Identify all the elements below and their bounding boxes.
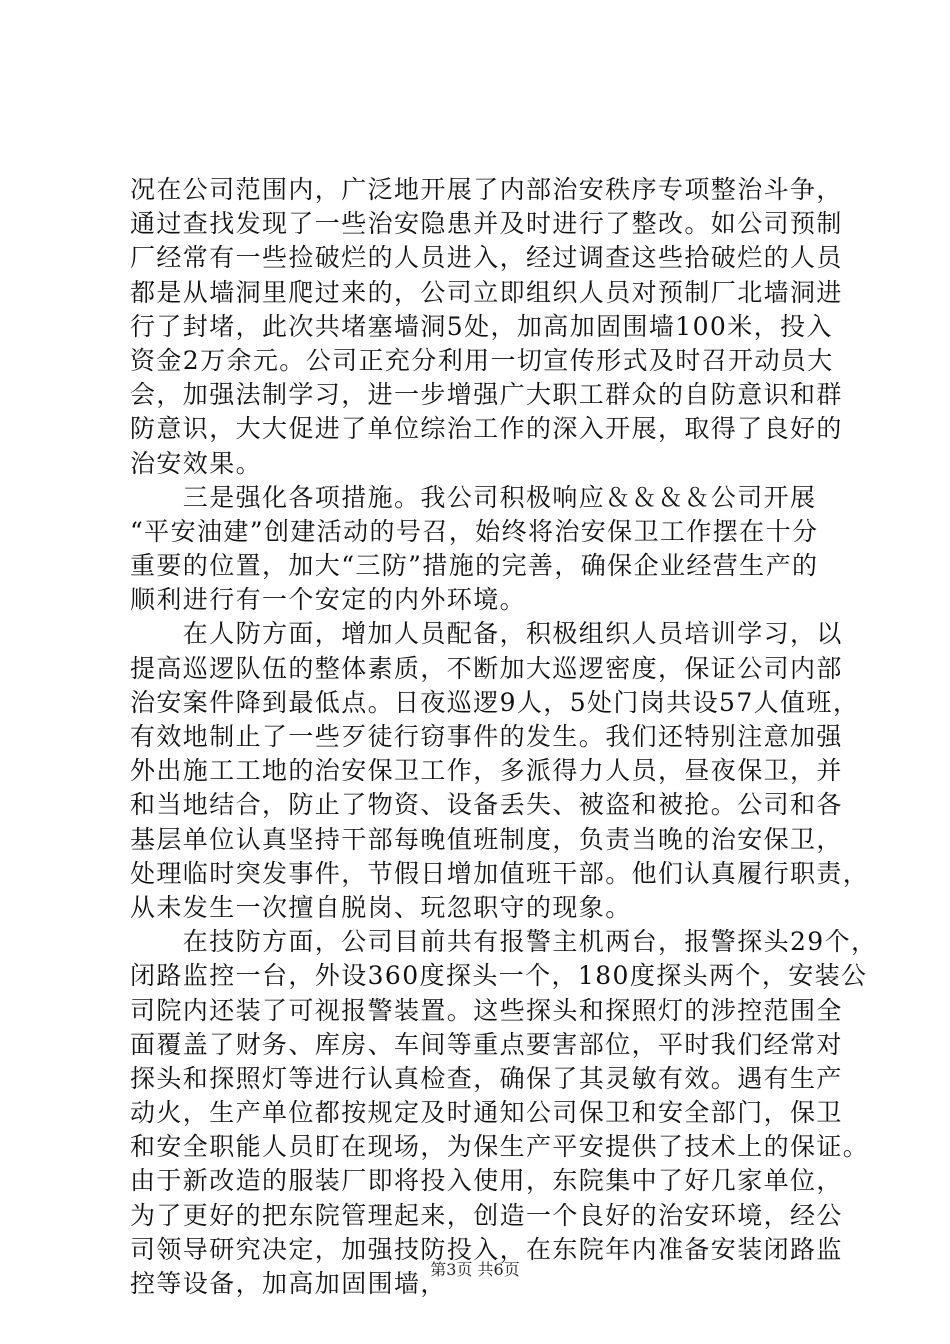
text-line: 都是从墙洞里爬过来的，公司立即组织人员对预制厂北墙洞进 [130, 277, 843, 307]
text-line: 面覆盖了财务、库房、车间等重点要害部位，平时我们经常对 [130, 1029, 843, 1059]
text-line: 治安案件降到最低点。日夜巡逻9人，5处门岗共设57人值班， [130, 687, 860, 717]
text-line: 提高巡逻队伍的整体素质，不断加大巡逻密度，保证公司内部 [130, 653, 843, 683]
text-line: 防意识，大大促进了单位综治工作的深入开展，取得了良好的 [130, 414, 843, 444]
text-line: 闭路监控一台，外设360度探头一个，180度探头两个，安装公 [130, 961, 868, 991]
text-line: 由于新改造的服装厂即将投入使用，东院集中了好几家单位， [130, 1166, 843, 1196]
text-line: 基层单位认真坚持干部每晚值班制度，负责当晚的治安保卫， [130, 824, 843, 854]
text-line: 资金2万余元。公司正充分利用一切宣传形式及时召开动员大 [130, 345, 834, 375]
text-line: 司院内还装了可视报警装置。这些探头和探照灯的涉控范围全 [130, 995, 843, 1025]
text-line: 况在公司范围内，广泛地开展了内部治安秩序专项整治斗争， [130, 175, 843, 204]
text-line: 行了封堵，此次共堵塞墙洞5处，加高加固围墙100米，投入 [130, 311, 833, 341]
text-line: 会，加强法制学习，进一步增强广大职工群众的自防意识和群 [130, 380, 843, 410]
text-line: 探头和探照灯等进行认真检查，确保了其灵敏有效。遇有生产 [130, 1063, 843, 1093]
text-line: 在技防方面，公司目前共有报警主机两台，报警探头29个， [130, 927, 878, 957]
text-line: 在人防方面，增加人员配备，积极组织人员培训学习，以 [130, 619, 843, 649]
text-line: 重要的位置，加大“三防”措施的完善，确保企业经营生产的 [130, 551, 819, 581]
text-line: 处理临时突发事件，节假日增加值班干部。他们认真履行职责， [130, 858, 870, 888]
text-line: 厂经常有一些捡破烂的人员进入，经过调查这些拾破烂的人员 [130, 243, 843, 273]
text-line: 顺利进行有一个安定的内外环境。 [130, 585, 527, 615]
text-line: 为了更好的把东院管理起来，创造一个良好的治安环境，经公 [130, 1200, 843, 1230]
text-line: 通过查找发现了一些治安隐患并及时进行了整改。如公司预制 [130, 209, 843, 239]
text-line: “平安油建”创建活动的号召，始终将治安保卫工作摆在十分 [130, 516, 819, 546]
text-line: 控等设备，加高加固围墙， [130, 1269, 447, 1298]
text-line: 和安全职能人员盯在现场，为保生产平安提供了技术上的保证。 [130, 1132, 870, 1162]
text-line: 动火，生产单位都按规定及时通知公司保卫和安全部门，保卫 [130, 1098, 843, 1128]
text-line: 外出施工工地的治安保卫工作，多派得力人员，昼夜保卫，并 [130, 756, 843, 786]
text-line: 治安效果。 [130, 448, 263, 478]
text-line: 有效地制止了一些歹徒行窃事件的发生。我们还特别注意加强 [130, 722, 843, 751]
text-line: 司领导研究决定，加强技防投入，在东院年内准备安装闭路监 [130, 1234, 843, 1264]
body-text [130, 173, 878, 1301]
text-line: 从未发生一次擅自脱岗、玩忽职守的现象。 [130, 892, 632, 922]
text-line: 和当地结合，防止了物资、设备丢失、被盗和被抢。公司和各 [130, 790, 843, 820]
text-line: 三是强化各项措施。我公司积极响应＆＆＆＆公司开展 [130, 482, 817, 512]
page-number-footer: 第3页 共6页 [430, 1260, 520, 1279]
